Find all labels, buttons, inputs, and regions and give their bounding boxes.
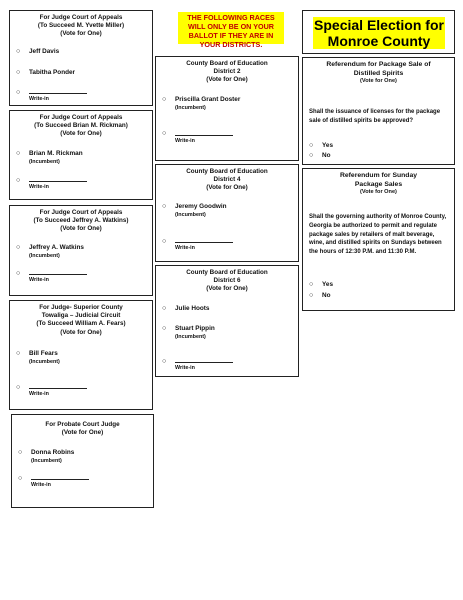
no-label: No <box>322 292 331 299</box>
race-subtitle-2: (To Succeed William A. Fears) <box>36 320 126 328</box>
candidate-name <box>175 203 227 219</box>
candidate-name <box>29 150 83 166</box>
race-appeals-miller <box>9 10 153 106</box>
candidate-bubble[interactable]: ○ <box>162 305 167 312</box>
candidate-name: Julie Hoots <box>175 305 210 312</box>
write-in-label: Write-in <box>29 391 49 397</box>
candidate-name-text: Jeremy Goodwin <box>175 203 227 210</box>
race-subtitle: (To Succeed Jeffrey A. Watkins) <box>33 217 129 225</box>
candidate-name <box>29 350 60 366</box>
candidate-bubble[interactable]: ○ <box>16 350 21 357</box>
race-header <box>156 266 298 294</box>
race-boe-district-4 <box>155 164 299 262</box>
candidate-bubble[interactable]: ○ <box>16 69 21 76</box>
special-election-header <box>302 10 455 54</box>
candidate-bubble[interactable]: ○ <box>162 203 167 210</box>
referendum-header <box>303 58 454 85</box>
race-header <box>156 165 298 193</box>
candidate-name-text: Priscilla Grant Doster <box>175 96 241 103</box>
referendum-vote-instruction: (Vote for One) <box>360 189 397 196</box>
write-in-line[interactable] <box>175 135 233 136</box>
referendum-title: Referendum for Package Sale of <box>326 61 431 68</box>
candidate-name-text: Bill Fears <box>29 350 58 357</box>
race-header <box>10 301 152 337</box>
write-in-label: Write-in <box>175 245 195 251</box>
district-notice-banner: THE FOLLOWING RACES WILL ONLY BE ON YOUR BALLOT IF THEY ARE IN YOUR DISTRICTS. <box>178 12 284 44</box>
candidate-bubble[interactable]: ○ <box>16 244 21 251</box>
special-title-line-1: Special Election for <box>314 17 444 33</box>
incumbent-label: (Incumbent) <box>29 359 60 365</box>
race-subtitle: Towaliga – Judicial Circuit <box>41 312 121 320</box>
race-vote-instruction: (Vote for One) <box>60 225 102 233</box>
race-boe-district-6 <box>155 265 299 377</box>
candidate-bubble[interactable]: ○ <box>162 96 167 103</box>
candidate-bubble[interactable]: ○ <box>18 449 23 456</box>
write-in-bubble[interactable]: ○ <box>16 177 21 184</box>
referendum-title-2: Distilled Spirits <box>353 69 404 77</box>
race-subtitle: (To Succeed M. Yvette Miller) <box>37 22 125 30</box>
incumbent-label: (Incumbent) <box>31 458 62 464</box>
candidate-name-text: Donna Robins <box>31 449 75 456</box>
write-in-bubble[interactable]: ○ <box>16 270 21 277</box>
candidate-name: Jeff Davis <box>29 48 60 55</box>
race-title: For Judge Court of Appeals <box>39 14 123 21</box>
write-in-line[interactable] <box>29 388 87 389</box>
race-subtitle: District 6 <box>213 277 241 285</box>
race-vote-instruction: (Vote for One) <box>206 76 248 84</box>
candidate-name-text: Stuart Pippin <box>175 325 215 332</box>
referendum-sunday-sales <box>302 168 455 311</box>
referendum-title: Referendum for Sunday <box>339 172 418 179</box>
candidate-bubble[interactable]: ○ <box>16 150 21 157</box>
no-bubble[interactable]: ○ <box>309 152 314 159</box>
referendum-title-2: Package Sales <box>354 180 403 188</box>
referendum-header <box>303 169 454 196</box>
race-title: For Probate Court Judge <box>45 421 120 428</box>
candidate-name <box>175 325 215 341</box>
write-in-line[interactable] <box>29 274 87 275</box>
write-in-label: Write-in <box>29 277 49 283</box>
write-in-bubble[interactable]: ○ <box>162 130 167 137</box>
special-title-line-2: Monroe County <box>327 33 431 49</box>
special-election-title <box>313 17 445 49</box>
race-title: For Judge Court of Appeals <box>39 114 123 121</box>
race-subtitle: District 2 <box>213 68 241 76</box>
referendum-question: Shall the issuance of licenses for the package sale of distilled spirits be approved? <box>309 109 441 124</box>
candidate-name <box>29 244 84 260</box>
write-in-label: Write-in <box>29 96 49 102</box>
race-header <box>12 415 153 437</box>
candidate-name: Tabitha Ponder <box>29 69 76 76</box>
race-title: County Board of Education <box>186 168 268 175</box>
race-header <box>10 11 152 39</box>
race-appeals-watkins <box>9 205 153 296</box>
race-probate <box>11 414 154 508</box>
write-in-bubble[interactable]: ○ <box>162 238 167 245</box>
write-in-bubble[interactable]: ○ <box>16 89 21 96</box>
candidate-name-text: Jeffrey A. Watkins <box>29 244 84 251</box>
write-in-line[interactable] <box>175 362 233 363</box>
race-subtitle: District 4 <box>213 176 241 184</box>
race-vote-instruction: (Vote for One) <box>61 429 104 437</box>
race-title: County Board of Education <box>186 60 268 67</box>
write-in-line[interactable] <box>175 242 233 243</box>
candidate-bubble[interactable]: ○ <box>162 325 167 332</box>
race-subtitle: (To Succeed Brian M. Rickman) <box>34 122 128 130</box>
write-in-label: Write-in <box>175 365 195 371</box>
write-in-label: Write-in <box>29 184 49 190</box>
race-vote-instruction: (Vote for One) <box>60 328 102 336</box>
race-appeals-rickman <box>9 110 153 200</box>
write-in-bubble[interactable]: ○ <box>16 384 21 391</box>
race-vote-instruction: (Vote for One) <box>60 130 102 138</box>
race-boe-district-2 <box>155 56 299 161</box>
write-in-label: Write-in <box>31 482 51 488</box>
race-superior-court <box>9 300 153 410</box>
no-bubble[interactable]: ○ <box>309 292 314 299</box>
write-in-label: Write-in <box>175 138 195 144</box>
incumbent-label: (Incumbent) <box>29 159 60 165</box>
referendum-question: Shall the governing authority of Monroe County, Georgia be authorized to permit and regulate package sales by retailers of malt beverage, wine, and distilled spirits on Sundays between the hours of 12:30 P.M. and 11:30 P.M. <box>309 214 447 256</box>
referendum-vote-instruction: (Vote for One) <box>360 78 397 85</box>
referendum-package-sale <box>302 57 455 165</box>
race-title: For Judge- Superior County <box>39 304 123 311</box>
write-in-bubble[interactable]: ○ <box>162 358 167 365</box>
race-title: For Judge Court of Appeals <box>39 209 123 216</box>
candidate-bubble[interactable]: ○ <box>16 48 21 55</box>
write-in-bubble[interactable]: ○ <box>18 475 23 482</box>
race-title: County Board of Education <box>186 269 268 276</box>
yes-bubble[interactable]: ○ <box>309 281 314 288</box>
race-vote-instruction: (Vote for One) <box>206 285 248 293</box>
candidate-name-text: Brian M. Rickman <box>29 150 83 157</box>
incumbent-label: (Incumbent) <box>175 334 206 340</box>
race-header <box>10 206 152 234</box>
candidate-name <box>175 96 240 112</box>
no-label: No <box>322 152 331 159</box>
race-vote-instruction: (Vote for One) <box>206 184 248 192</box>
candidate-name <box>31 449 74 465</box>
yes-bubble[interactable]: ○ <box>309 142 314 149</box>
incumbent-label: (Incumbent) <box>29 253 60 259</box>
race-vote-instruction: (Vote for One) <box>60 30 102 38</box>
write-in-line[interactable] <box>31 479 89 480</box>
incumbent-label: (Incumbent) <box>175 212 206 218</box>
incumbent-label: (Incumbent) <box>175 105 206 111</box>
yes-label: Yes <box>322 281 334 288</box>
race-header <box>156 57 298 85</box>
write-in-line[interactable] <box>29 181 87 182</box>
write-in-line[interactable] <box>29 93 87 94</box>
race-header <box>10 111 152 139</box>
yes-label: Yes <box>322 142 334 149</box>
